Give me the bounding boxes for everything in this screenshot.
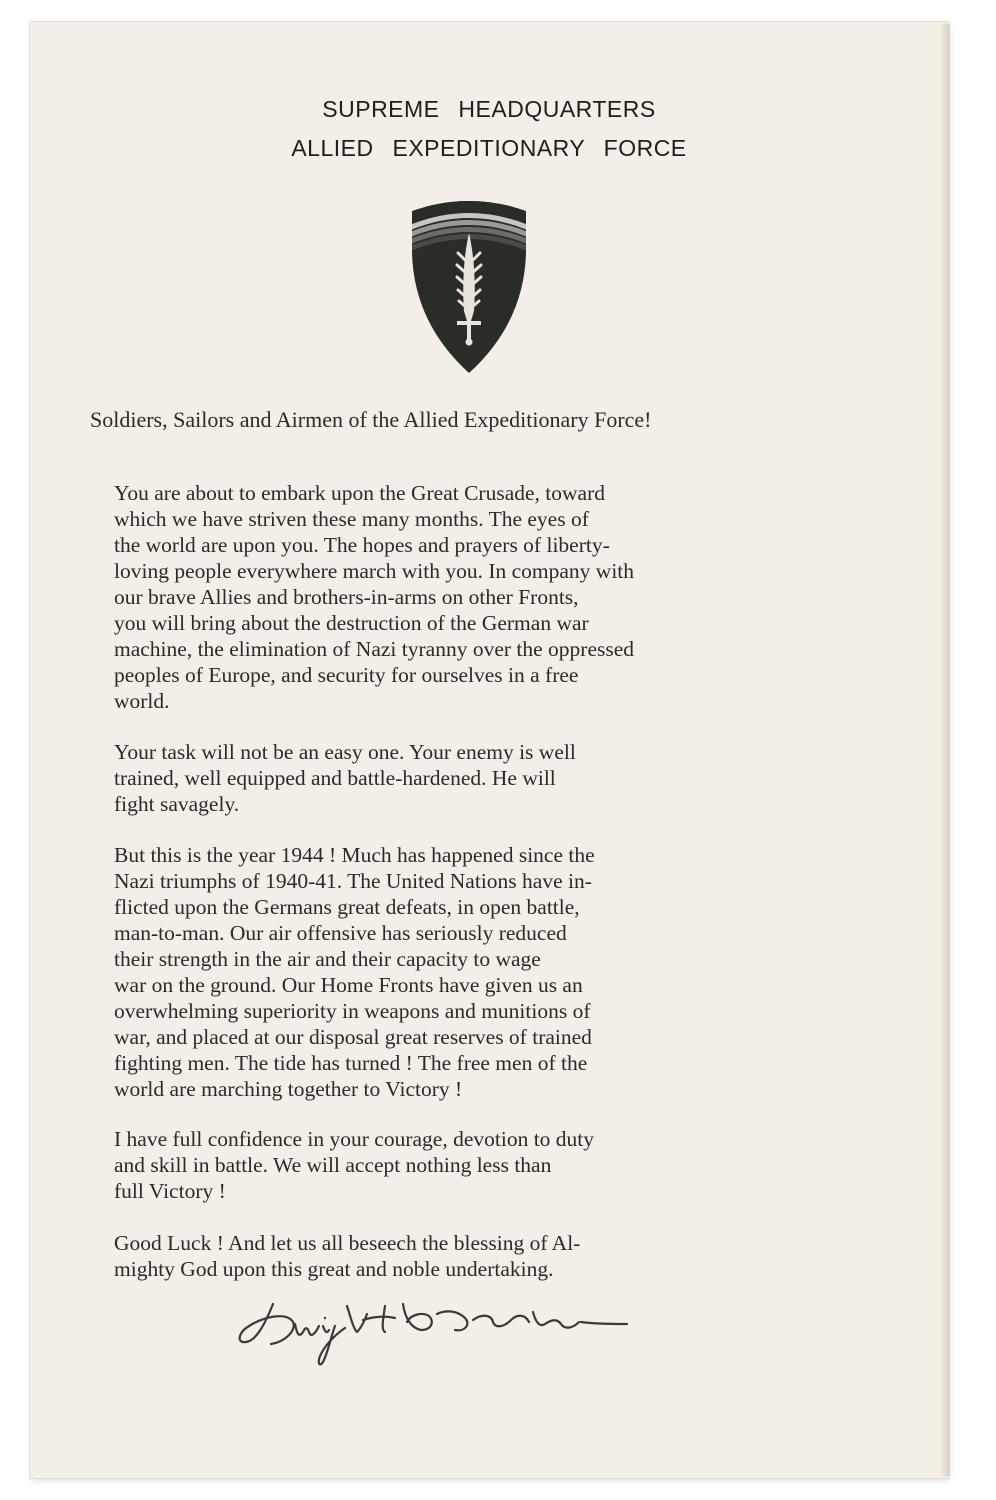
paragraph-line: peoples of Europe, and security for ourselves in a free	[114, 663, 579, 687]
paragraph-line: world are marching together to Victory !	[114, 1077, 463, 1101]
paragraph-line: Nazi triumphs of 1940-41. The United Nations have in-	[114, 869, 592, 893]
paragraph-line: fight savagely.	[114, 792, 240, 816]
paragraph-line: fighting men. The tide has turned ! The free men of the	[114, 1051, 588, 1075]
header-line-2: ALLIED EXPEDITIONARY FORCE	[291, 135, 687, 161]
letter-paragraph-5	[114, 1230, 774, 1282]
paragraph-line: their strength in the air and their capacity to wage	[114, 947, 541, 971]
paragraph-line: man-to-man. Our air offensive has seriously reduced	[114, 921, 567, 945]
paragraph-line: full Victory !	[114, 1179, 226, 1203]
paragraph-line: war on the ground. Our Home Fronts have given us an	[114, 973, 583, 997]
letter-paragraph-4	[114, 1126, 774, 1204]
paragraph-line: You are about to embark upon the Great Crusade, toward	[114, 481, 605, 505]
document-page	[30, 22, 948, 1478]
paragraph-line: and skill in battle. We will accept nothing less than	[114, 1153, 552, 1177]
paragraph-line: Your task will not be an easy one. Your enemy is well	[114, 740, 576, 764]
letter-paragraph-3	[114, 842, 774, 1102]
letter-paragraph-2	[114, 739, 774, 817]
shaef-insignia-icon	[408, 193, 530, 375]
paragraph-line: flicted upon the Germans great defeats, in open battle,	[114, 895, 580, 919]
header-line-1: SUPREME HEADQUARTERS	[322, 96, 656, 122]
letter-salutation: Soldiers, Sailors and Airmen of the Allied Expeditionary Force!	[90, 407, 652, 432]
paragraph-line: overwhelming superiority in weapons and munitions of	[114, 999, 591, 1023]
paragraph-line: which we have striven these many months. The eyes of	[114, 507, 589, 531]
paragraph-line: our brave Allies and brothers-in-arms on other Fronts,	[114, 585, 579, 609]
paragraph-line: But this is the year 1944 ! Much has happened since the	[114, 843, 595, 867]
paragraph-line: trained, well equipped and battle-hardened. He will	[114, 766, 556, 790]
paragraph-line: war, and placed at our disposal great reserves of trained	[114, 1025, 592, 1049]
paragraph-line: I have full confidence in your courage, devotion to duty	[114, 1127, 595, 1151]
paragraph-line: Good Luck ! And let us all beseech the blessing of Al-	[114, 1231, 581, 1255]
paragraph-line: you will bring about the destruction of the German war	[114, 611, 589, 635]
paragraph-line: machine, the elimination of Nazi tyranny over the oppressed	[114, 637, 635, 661]
paragraph-line: world.	[114, 689, 170, 713]
eisenhower-signature	[235, 1284, 635, 1369]
letter-paragraph-1	[114, 480, 814, 714]
page-edge	[942, 24, 950, 1476]
paragraph-line: loving people everywhere march with you. In company with	[114, 559, 635, 583]
paragraph-line: mighty God upon this great and noble undertaking.	[114, 1257, 554, 1281]
paragraph-line: the world are upon you. The hopes and prayers of liberty-	[114, 533, 610, 557]
